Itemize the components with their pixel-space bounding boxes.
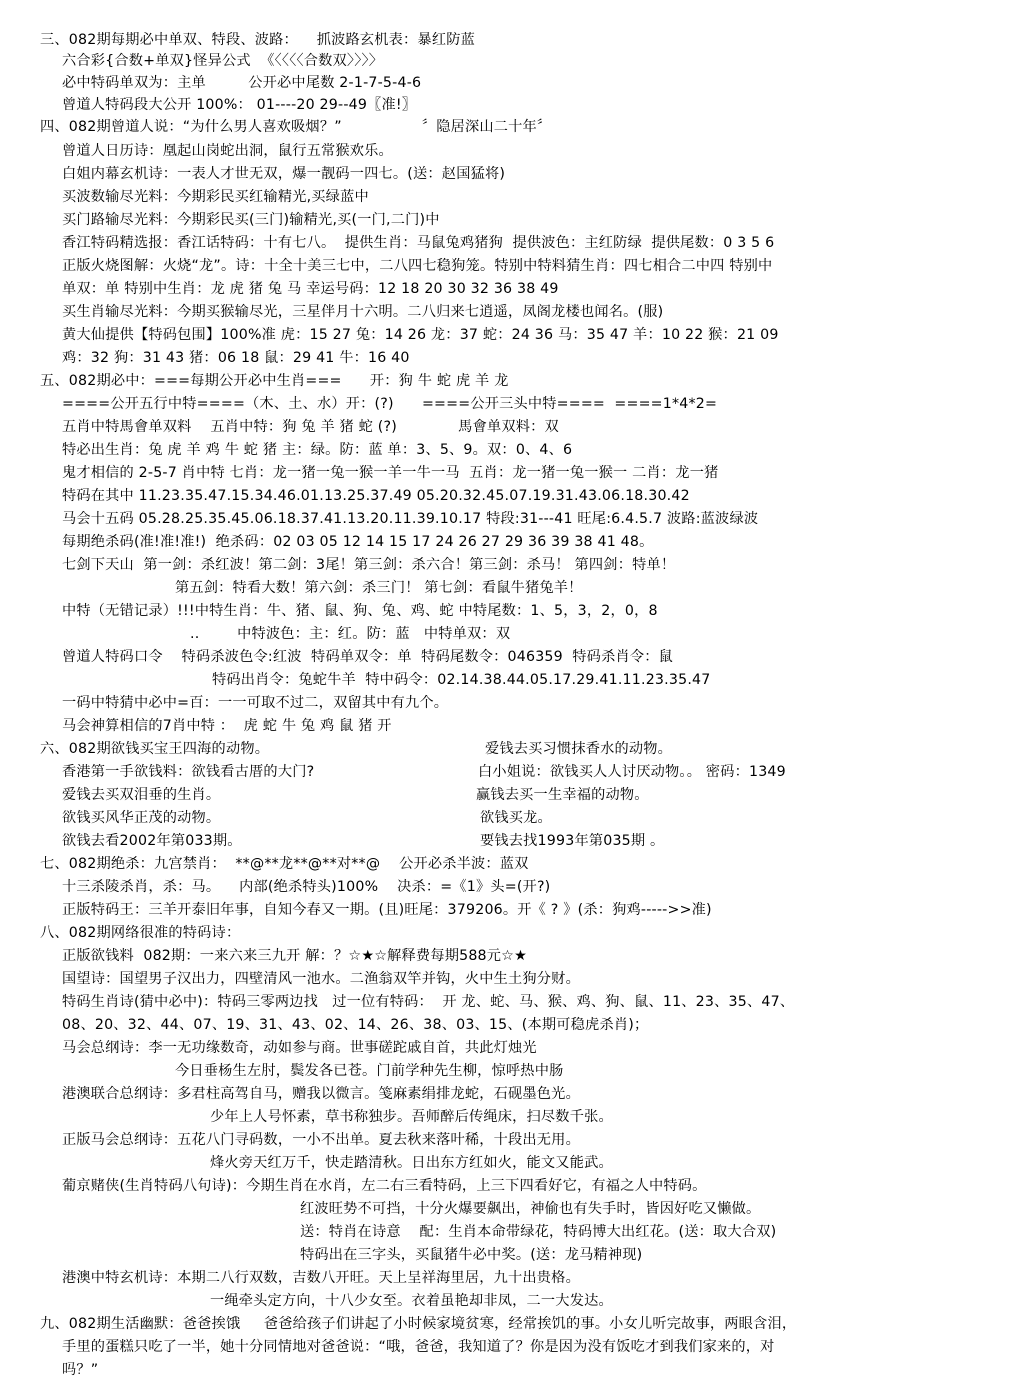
text-line: 曾道人日历诗：凰起山岗蛇出洞，鼠行五常猴欢乐。 — [62, 143, 393, 159]
text-line: 曾道人特码段大公开 100%： 01----20 29--49〖准!〗 — [62, 97, 417, 113]
text-line: 港澳中特玄机诗：本期二八行双数，吉数八开旺。天上呈祥海里居，九十出贵格。 — [62, 1270, 580, 1286]
text-line: 中特（无错记录）!!!中特生肖：牛、猪、鼠、狗、兔、鸡、蛇 中特尾数：1、5，3，2，0，8 — [62, 603, 658, 619]
text-line: 马会神算相信的7肖中特 ： 虎 蛇 牛 兔 鸡 鼠 猪 开 — [62, 718, 392, 734]
text-line: 一码中特猜中必中=百：一一可取不过二，双留其中有九个。 — [62, 695, 449, 711]
text-line: 九、082期生活幽默：爸爸挨饿 爸爸给孩子们讲起了小时候家境贫寒，经常挨饥的事。小女儿听完故事，两眼含泪， — [40, 1316, 797, 1332]
text-line: 鸡：32 狗：31 43 猪：06 18 鼠：29 41 牛：16 40 — [62, 350, 410, 366]
text-line: ====公开五行中特====（木、土、水）开：(?) ====公开三头中特==== ====1*4*2= — [62, 396, 718, 412]
text-line: 七剑下天山 第一剑：杀红波！第二剑：3尾！第三剑：杀六合！第三剑：杀马！ 第四剑：特单！ — [62, 557, 676, 573]
text-line: 吗？” — [62, 1362, 99, 1378]
text-line: 送：特肖在诗意 配：生肖本命带绿花，特码博大出红花。(送：取大合双) — [300, 1224, 777, 1240]
text-line: 马会总纲诗：李一无功缘数奇，动如参与商。世事磋跎戚自首，共此灯烛光 — [62, 1040, 537, 1056]
text-line: 赢钱去买一生幸福的动物。 — [476, 787, 649, 803]
text-line: .. 中特波色：主：红。防：蓝 中特单双：双 — [190, 626, 511, 642]
text-line: 买门路输尽光料：今期彩民买(三门)输精光,买(一门,二门)中 — [62, 212, 440, 228]
text-line: 五肖中特馬會单双料 五肖中特：狗 兔 羊 猪 蛇 (?) 馬會单双料：双 — [62, 419, 559, 435]
text-line: 今日垂杨生左肘，鬓发各已苍。门前学种先生柳，惊呼热中肠 — [175, 1063, 564, 1079]
text-line: 特必出生肖：兔 虎 羊 鸡 牛 蛇 猪 主：绿。防：蓝 单：3、5、9。双：0、4、6 — [62, 442, 573, 458]
text-line: 港澳联合总纲诗：多君柱高驾自马，赠我以微言。笺麻素绢排龙蛇，石砚墨色光。 — [62, 1086, 580, 1102]
text-line: 曾道人特码口令 特码杀波色令:红波 特码单双令：单 特码尾数令：046359 特码杀肖令：鼠 — [62, 649, 674, 665]
text-line: 特码出肖令：兔蛇牛羊 特中码令：02.14.38.44.05.17.29.41.11.23.35.47 — [212, 672, 711, 688]
text-line: 每期绝杀码(准!准!准!) 绝杀码：02 03 05 12 14 15 17 24 26 27 29 36 39 38 41 48。 — [62, 534, 654, 550]
text-line: 红波旺势不可挡，十分火爆要飙出，神偷也有失手时，皆因好吃又懒做。 — [300, 1201, 761, 1217]
text-line: 十三杀陵杀肖，杀：马。 内部(绝杀特头)100% 决杀：=《1》头=(开?) — [62, 879, 551, 895]
text-line: 香港第一手欲钱料：欲钱看古厝的大门? — [62, 764, 315, 780]
text-line: 白小姐说：欲钱买人人讨厌动物。。 密码：1349 — [478, 764, 786, 780]
text-line: 必中特码单双为：主单 公开必中尾数 2-1-7-5-4-6 — [62, 75, 422, 91]
text-line: 爱钱去买习惯抹香水的动物。 — [485, 741, 673, 757]
text-line: 五、082期必中：===每期公开必中生肖=== 开：狗 牛 蛇 虎 羊 龙 — [40, 373, 509, 389]
text-line: 国望诗：国望男子汉出力，四壁清风一池水。二渔翁双竿并钩，火中生土狗分财。 — [62, 971, 580, 987]
text-line: 第五剑：特看大数！第六剑：杀三门！ 第七剑：看鼠牛猪兔羊！ — [175, 580, 583, 596]
text-line: 特码生肖诗(猜中必中)：特码三零两边找 过一位有特码： 开 龙、蛇、马、猴、鸡、狗、鼠、11、23、35、47、 — [62, 994, 795, 1010]
text-line: 马会十五码 05.28.25.35.45.06.18.37.41.13.20.11.39.10.17 特段:31---41 旺尾:6.4.5.7 波路:蓝波绿波 — [62, 511, 759, 527]
text-line: 正版火烧图解：火烧“龙”。诗：十全十美三七中，二八四七稳狗笼。特别中特料猜生肖：四七相合二中四 特别中 — [62, 258, 773, 274]
text-line: 正版欲钱料 082期：一来六来三九开 解：？☆★☆解释费每期588元☆★ — [62, 948, 527, 964]
text-line: 一绳牵头定方向，十八少女至。衣着虽艳却非凤，二一大发达。 — [210, 1293, 613, 1309]
text-line: 烽火旁天红万千，快走踏清秋。日出东方红如火，能文又能武。 — [210, 1155, 613, 1171]
text-line: 欲钱买龙。 — [480, 810, 552, 826]
text-line: 单双：单 特别中生肖：龙 虎 猪 兔 马 幸运号码：12 18 20 30 32 36 38 49 — [62, 281, 559, 297]
text-line: 鬼才相信的 2-5-7 肖中特 七肖：龙一猪一兔一猴一羊一牛一马 五肖：龙一猪一兔一猴一 二肖：龙一猪 — [62, 465, 719, 481]
text-line: 六、082期欲钱买宝王四海的动物。 — [40, 741, 270, 757]
text-line: 四、082期曾道人说：“为什么男人喜欢吸烟？” 〞隐居深山二十年〞 — [40, 119, 552, 135]
text-line: 特码在其中 11.23.35.47.15.34.46.01.13.25.37.49 05.20.32.45.07.19.31.43.06.18.30.42 — [62, 488, 690, 504]
text-line: 特码出在三字头，买鼠猪牛必中奖。(送：龙马精神现) — [300, 1247, 643, 1263]
text-line: 08、20、32、44、07、19、31、43、02、14、26、38、03、15、(本期可稳虎杀肖)； — [62, 1017, 649, 1033]
text-line: 白姐内幕玄机诗：一表人才世无双，爆一靓码一四七。(送：赵国猛将) — [62, 166, 506, 182]
text-line: 买生肖输尽光料：今期买猴输尽光，三星伴月十六明。二八归来七逍遥，凤阁龙楼也闻名。(服) — [62, 304, 664, 320]
text-line: 黄大仙提供【特码包围】100%准 虎：15 27 兔：14 26 龙：37 蛇：24 36 马：35 47 羊：10 22 猴：21 09 — [62, 327, 779, 343]
text-line: 手里的蛋糕只吃了一半，她十分同情地对爸爸说：“哦，爸爸，我知道了？你是因为没有饭吃才到我们家来的，对 — [62, 1339, 775, 1355]
text-line: 正版马会总纲诗：五花八门寻码数，一小不出单。夏去秋来落叶稀，十段出无用。 — [62, 1132, 580, 1148]
text-line: 香江特码精选报：香江话特码：十有七八。 提供生肖：马鼠兔鸡猪狗 提供波色：主红防绿 提供尾数：0 3 5 6 — [62, 235, 775, 251]
text-line: 欲钱买风华正茂的动物。 — [62, 810, 221, 826]
text-line: 七、082期绝杀：九宫禁肖： **@**龙**@**对**@ 公开必杀半波：蓝双 — [40, 856, 529, 872]
text-line: 少年上人号怀素，草书称独步。吾师醉后传绳床，扫尽数千张。 — [210, 1109, 613, 1125]
text-line: 正版特码王：三羊开泰旧年事，自知今春又一期。(且)旺尾：379206。开《 ? 》(杀：狗鸡----->>准) — [62, 902, 712, 918]
text-line: 三、082期每期必中单双、特段、波路： 抓波路玄机表：暴红防蓝 — [40, 32, 475, 48]
text-line: 八、082期网络很准的特码诗： — [40, 925, 241, 941]
text-line: 要钱去找1993年第035期 。 — [480, 833, 665, 849]
text-line: 爱钱去买双泪垂的生肖。 — [62, 787, 221, 803]
text-line: 六合彩{合数+单双}怪异公式 《〈〈〈〈合数双〉〉〉〉 — [62, 53, 384, 69]
text-line: 葡京赌侠(生肖特码八句诗)：今期生肖在水肖，左二右三看特码，上三下四看好它，有福之人中特码。 — [62, 1178, 707, 1194]
text-line: 欲钱去看2002年第033期。 — [62, 833, 242, 849]
text-line: 买波数输尽光料：今期彩民买红输精光,买绿蓝中 — [62, 189, 369, 205]
